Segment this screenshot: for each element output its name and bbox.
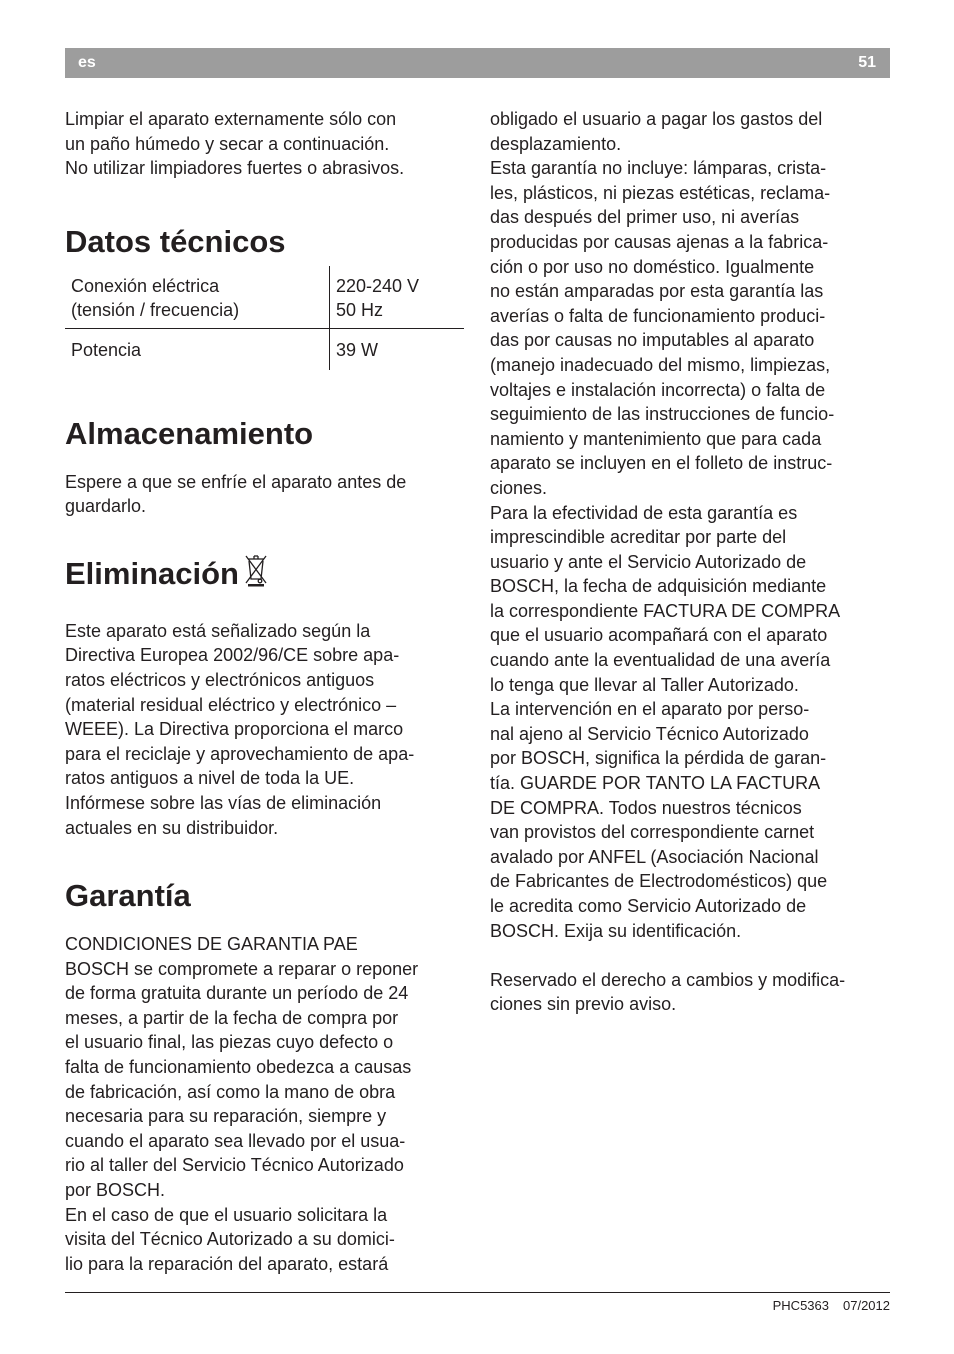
text-line: que el usuario acompañará con el aparato [490,625,828,646]
cell-line: (tensión / frecuencia) [71,300,240,321]
text-line: ciones. [490,477,548,498]
text-line: Infórmese sobre las vías de eliminación [65,792,382,813]
right-column [490,107,890,1017]
text-line: BOSCH, la fecha de adquisición mediante [490,576,827,597]
cell-line: 220-240 V [336,275,420,296]
cell-line: 50 Hz [336,300,384,321]
text-line: desplazamiento. [490,133,622,154]
cell-line: Potencia [71,339,142,360]
text-line: aparato se incluyen en el folleto de instruc- [490,453,833,474]
table-cell-value [330,266,465,329]
text-line: les, plásticos, ni piezas estéticas, reclama- [490,182,831,203]
page-number: 51 [858,54,876,71]
text-line: producidas por causas ajenas a la fabrica- [490,231,829,252]
text-line: la correspondiente FACTURA DE COMPRA [490,600,841,621]
text-line: (material residual eléctrico y electrónico – [65,694,397,715]
text-line: meses, a partir de la fecha de compra por [65,1007,399,1028]
text-line: actuales en su distribuidor. [65,817,279,838]
storage-paragraph [65,470,465,519]
publication-date: 07/2012 [843,1298,890,1313]
disposal-paragraph [65,619,465,840]
text-line: das después del primer uso, ni averías [490,207,800,228]
page-footer [773,1298,890,1313]
text-line: rio al taller del Servicio Técnico Autorizado [65,1155,404,1176]
text-line: BOSCH se compromete a reparar o reponer [65,958,419,979]
text-line: Este aparato está señalizado según la [65,620,371,641]
text-line: ratos eléctricos y electrónicos antiguos [65,669,375,690]
text-line: voltajes e instalación incorrecta) o falta de [490,379,826,400]
heading-garantia: Garantía [65,878,191,914]
table-row [65,328,464,369]
text-line: (manejo inadecuado del mismo, limpiezas, [490,354,831,375]
heading-almacenamiento: Almacenamiento [65,415,314,451]
heading-datos-tecnicos: Datos técnicos [65,223,286,259]
text-line: Limpiar el aparato externamente sólo con [65,109,397,129]
text-line: DE COMPRA. Todos nuestros técnicos [490,797,802,818]
text-line: van provistos del correspondiente carnet [490,822,815,843]
text-line: namiento y mantenimiento que para cada [490,428,822,449]
text-line: de Fabricantes de Electrodomésticos) que [490,871,828,892]
table-cell-label [65,266,330,329]
text-line: seguimiento de las instrucciones de funcio- [490,404,835,425]
text-line: para el reciclaje y aprovechamiento de apa- [65,743,415,764]
text-line: no están amparadas por esta garantía las [490,281,824,302]
cell-line: 39 W [336,339,379,360]
heading-text: Eliminación [65,555,239,591]
warranty-continued-paragraph [490,107,890,943]
text-line: por BOSCH. [65,1180,166,1201]
heading-eliminacion [65,555,465,597]
text-line: En el caso de que el usuario solicitara la [65,1204,388,1225]
text-line: Espere a que se enfríe el aparato antes de [65,471,407,492]
cell-line: Conexión eléctrica [71,275,220,296]
footer-divider [65,1292,890,1293]
text-line: ratos antiguos a nivel de toda la UE. [65,768,355,789]
cleaning-paragraph [65,107,465,181]
text-line: La intervención en el aparato por perso- [490,699,810,720]
reserved-rights-paragraph [490,968,890,1017]
page-header-bar [65,48,890,78]
text-line: imprescindible acreditar por parte del [490,527,787,548]
text-line: necesaria para su reparación, siempre y [65,1106,387,1127]
text-line: lio para la reparación del aparato, estará [65,1253,389,1274]
text-line: averías o falta de funcionamiento produci- [490,305,826,326]
text-line: No utilizar limpiadores fuertes o abrasivos. [65,158,405,179]
table-cell-label [65,328,330,369]
text-line: usuario y ante el Servicio Autorizado de [490,551,807,572]
technical-data-table [65,266,464,370]
table-cell-value [330,328,465,369]
text-line: nal ajeno al Servicio Técnico Autorizado [490,723,809,744]
text-line: visita del Técnico Autorizado a su domici- [65,1229,395,1250]
text-line: avalado por ANFEL (Asociación Nacional [490,846,819,867]
model-number: PHC5363 [772,1298,829,1313]
text-line: por BOSCH, significa la pérdida de garan- [490,748,827,769]
text-line: cuando el aparato sea llevado por el usua- [65,1130,406,1151]
text-line: el usuario final, las piezas cuyo defecto o [65,1032,394,1053]
text-line: das por causas no imputables al aparato [490,330,815,351]
text-line: de forma gratuita durante un período de 24 [65,983,409,1004]
text-line: Para la efectividad de esta garantía es [490,502,798,523]
text-line: BOSCH. Exija su identificación. [490,920,742,941]
text-line: ciones sin previo aviso. [490,994,677,1015]
text-line: WEEE). La Directiva proporciona el marco [65,719,404,740]
text-line: guardarlo. [65,496,147,517]
table-row [65,266,464,329]
left-column [65,107,465,1276]
text-line: Esta garantía no incluye: lámparas, crista- [490,158,827,179]
text-line: CONDICIONES DE GARANTIA PAE [65,934,358,955]
text-line: Reservado el derecho a cambios y modifica- [490,969,846,990]
text-line: Directiva Europea 2002/96/CE sobre apa- [65,645,400,666]
text-line: falta de funcionamiento obedezca a causas [65,1057,412,1078]
crossed-out-wheelie-bin-icon [245,553,267,595]
text-line: ción o por uso no doméstico. Igualmente [490,256,815,277]
text-line: un paño húmedo y secar a continuación. [65,133,390,154]
text-line: le acredita como Servicio Autorizado de [490,896,807,916]
warranty-paragraph [65,932,465,1276]
text-line: de fabricación, así como la mano de obra [65,1081,396,1102]
language-code: es [78,54,96,71]
text-line: cuando ante la eventualidad de una avería [490,650,831,671]
text-line: lo tenga que llevar al Taller Autorizado. [490,674,799,695]
text-line: tía. GUARDE POR TANTO LA FACTURA [490,773,821,794]
text-line: obligado el usuario a pagar los gastos del [490,109,823,129]
